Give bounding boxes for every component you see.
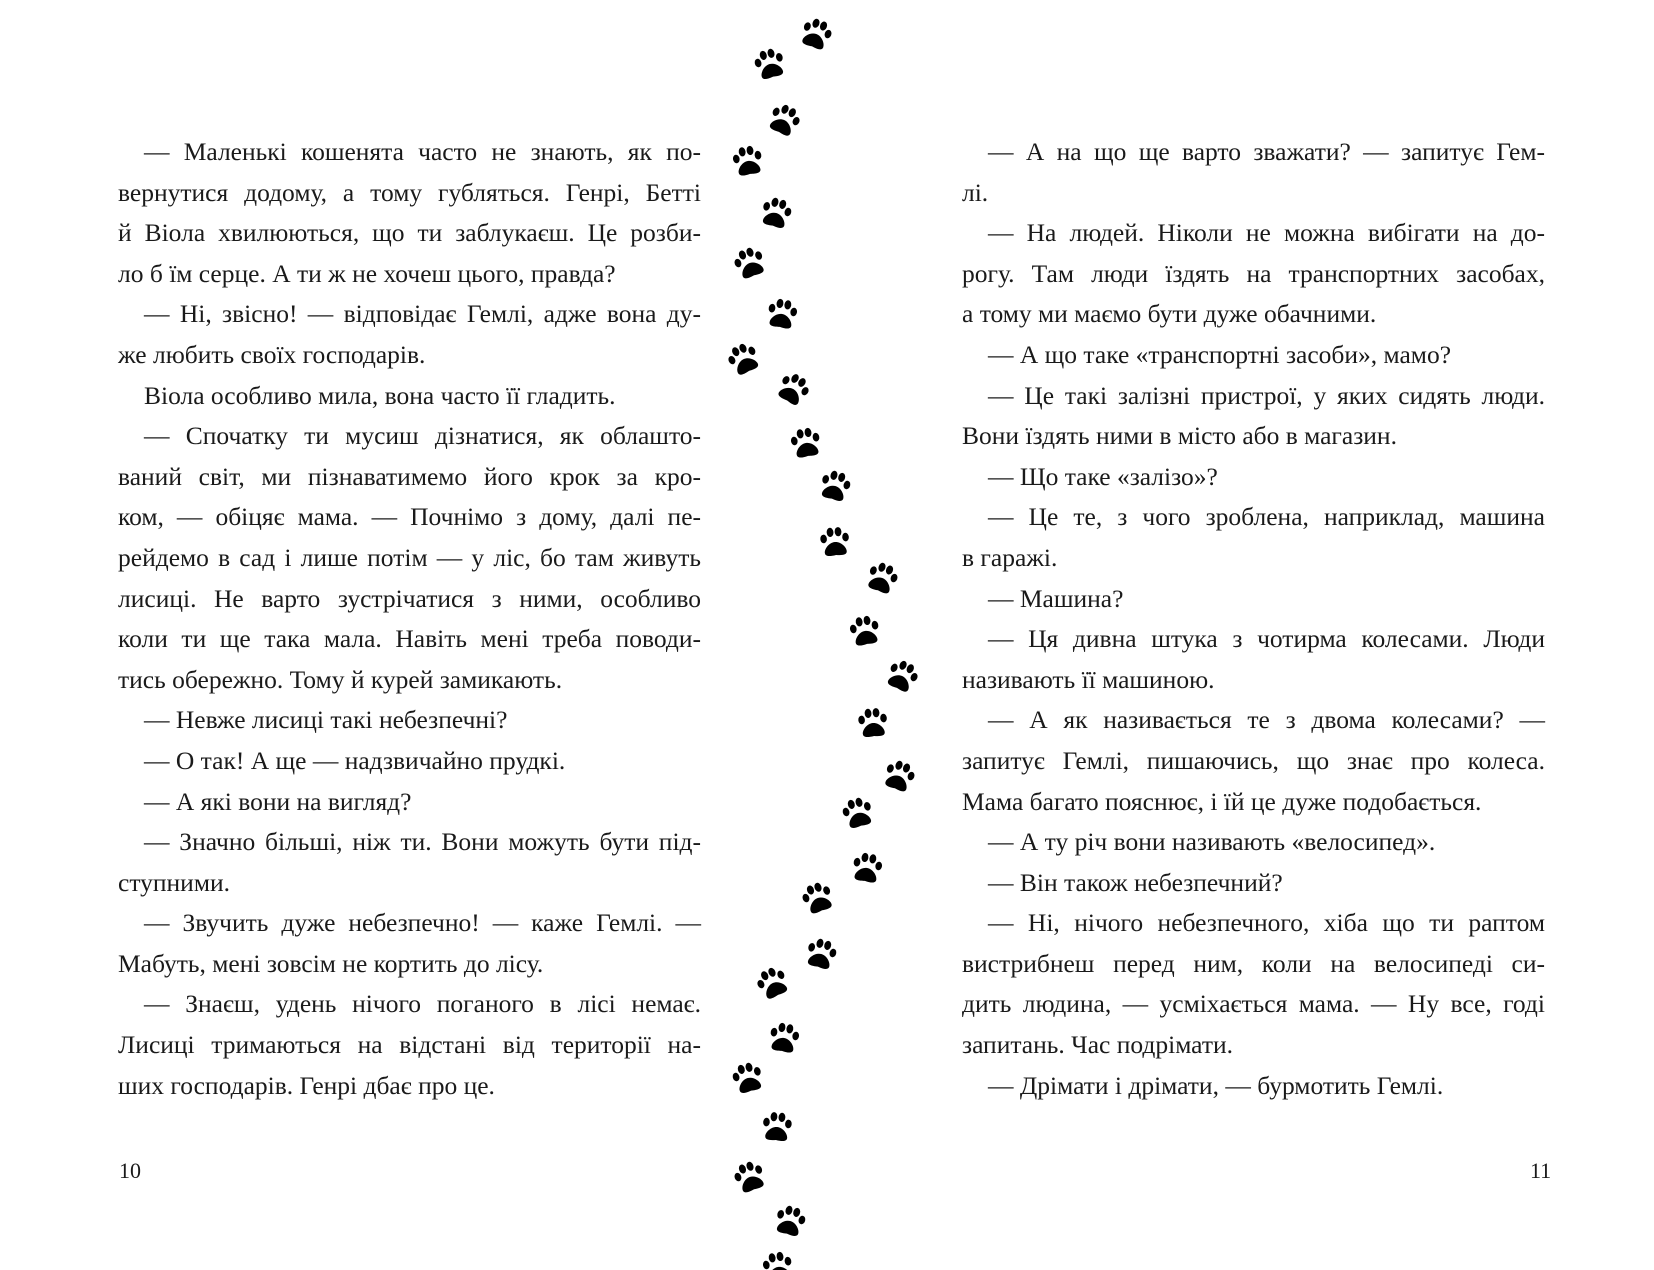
- text-line: ступними.: [118, 867, 230, 897]
- text-line: запитань. Час подрімати.: [962, 1030, 1233, 1060]
- paw-print-icon: [761, 1250, 794, 1270]
- paragraph: [118, 294, 701, 375]
- paw-print-icon: [789, 426, 822, 459]
- text-line: коли ти ще така мала. Навіть мені треба поводи-: [118, 624, 701, 654]
- paw-print-icon: [752, 46, 787, 81]
- paragraph: [962, 497, 1545, 578]
- text-line: — Машина?: [988, 583, 1124, 613]
- text-line: а тому ми маємо бути дуже обачними.: [962, 299, 1377, 329]
- text-line: дить людина, — усміхається мама. — Ну все, годі: [962, 989, 1545, 1019]
- paw-print-icon: [730, 1060, 765, 1095]
- page-number-right: 11: [1530, 1158, 1552, 1183]
- paw-print-icon: [851, 851, 884, 884]
- text-line: — На людей. Ніколи не можна вибігати на до-: [988, 218, 1545, 248]
- text-line: — Спочатку ти мусиш дізнатися, як облашто-: [144, 421, 701, 451]
- text-line: вернутися додому, а тому губляться. Генрі, Бетті: [118, 177, 701, 207]
- paragraph: [118, 822, 701, 903]
- paw-print-icon: [804, 936, 839, 971]
- paragraph: [962, 700, 1545, 822]
- text-line: й Віола хвилюються, що ти заблукаєш. Це розби-: [118, 218, 701, 248]
- text-line: тись обережно. Тому й курей замикають.: [118, 664, 563, 694]
- paragraph: [118, 376, 701, 417]
- text-line: — Знаєш, удень нічого поганого в лісі немає.: [144, 989, 701, 1019]
- text-line: — Це такі залізні пристрої, у яких сидять люди.: [988, 380, 1545, 410]
- paragraph: [962, 457, 1545, 498]
- text-line: запитує Гемлі, пишаючись, що знає про колеса.: [962, 745, 1545, 775]
- paragraph: [118, 903, 701, 984]
- paw-print-icon: [881, 757, 918, 793]
- text-line: — Маленькі кошенята часто не знають, як по-: [144, 137, 701, 166]
- text-line: Мабуть, мені зовсім не кортить до лісу.: [118, 948, 544, 978]
- text-line: — Дрімати і дрімати, — бурмотить Гемлі.: [988, 1070, 1444, 1100]
- paragraph: [962, 619, 1545, 700]
- text-line: рогу. Там люди їздять на транспортних засобах,: [962, 258, 1545, 288]
- paragraph: [118, 741, 701, 782]
- text-line: — А ту річ вони називають «велосипед».: [988, 827, 1436, 857]
- page-number-left: 10: [119, 1158, 141, 1183]
- paw-print-icon: [731, 1158, 768, 1194]
- paragraph: [962, 335, 1545, 376]
- left-page-text: [118, 132, 701, 1106]
- paw-print-icon: [840, 795, 875, 830]
- text-line: ло б їм серце. А ти ж не хочеш цього, правда?: [118, 258, 616, 288]
- text-line: — А на що ще варто зважати? — запитує Гем-: [988, 137, 1545, 166]
- paragraph: [118, 700, 701, 741]
- paragraph: [118, 416, 701, 700]
- right-page-text: [962, 132, 1545, 1106]
- paw-print-icon: [798, 15, 835, 51]
- paragraph: [118, 132, 701, 294]
- text-line: вистрибнеш перед ним, коли на велосипеді си-: [962, 948, 1545, 978]
- text-line: називають її машиною.: [962, 664, 1215, 694]
- paw-print-icon: [731, 244, 768, 280]
- text-line: — Ні, нічого небезпечного, хіба що ти раптом: [988, 908, 1545, 938]
- paw-print-icon: [864, 559, 901, 595]
- text-line: — А як називається те з двома колесами? —: [988, 705, 1545, 735]
- paw-print-icon: [857, 707, 888, 738]
- text-line: — Звучить дуже небезпечно! — каже Гемлі. —: [144, 908, 701, 938]
- text-line: — Він також небезпечний?: [988, 867, 1283, 897]
- paragraph: [962, 132, 1545, 213]
- text-line: Вони їздять ними в місто або в магазин.: [962, 421, 1397, 451]
- text-line: — Ні, звісно! — відповідає Гемлі, адже вона ду-: [144, 299, 701, 329]
- text-line: же любить своїх господарів.: [118, 339, 426, 369]
- text-line: рейдемо в сад і лише потім — у ліс, бо там живуть: [118, 542, 701, 572]
- paw-print-icon: [724, 340, 762, 378]
- paw-print-icon: [762, 1111, 793, 1142]
- text-line: — А які вони на вигляд?: [144, 786, 412, 816]
- paw-print-icon: [773, 1203, 808, 1238]
- text-line: — Ця дивна штука з чотирма колесами. Люди: [988, 624, 1545, 654]
- paw-print-icon: [766, 101, 804, 139]
- paw-print-icon: [884, 657, 922, 695]
- paw-print-icon: [753, 964, 791, 1002]
- text-line: лі.: [962, 177, 989, 207]
- paw-print-icon: [799, 879, 836, 915]
- paw-print-icon: [818, 468, 853, 503]
- paragraph: [118, 782, 701, 823]
- text-line: в гаражі.: [962, 542, 1058, 572]
- paragraph: [118, 984, 701, 1106]
- paw-print-icon: [848, 614, 881, 647]
- paragraph: [962, 822, 1545, 863]
- paw-print-icon: [768, 1021, 801, 1054]
- text-line: — Значно більші, ніж ти. Вони можуть бути під-: [144, 827, 701, 857]
- paragraph: [962, 903, 1545, 1065]
- text-line: Мама багато пояснює, і їй це дуже подобається.: [962, 786, 1482, 816]
- paragraph: [962, 1066, 1545, 1107]
- text-line: — Невже лисиці такі небезпечні?: [144, 705, 508, 735]
- text-line: ваний світ, ми пізнаватимемо його крок за кро-: [118, 461, 701, 491]
- paw-print-icon: [759, 195, 794, 230]
- paw-print-icon: [731, 144, 764, 177]
- paragraph: [962, 863, 1545, 904]
- text-line: лисиці. Не варто зустрічатися з ними, особливо: [118, 583, 701, 613]
- paragraph: [962, 376, 1545, 457]
- text-line: Віола особливо мила, вона часто її гладить.: [144, 380, 616, 410]
- paragraph: [962, 213, 1545, 335]
- text-line: ших господарів. Генрі дбає про це.: [118, 1070, 495, 1100]
- text-line: Лисиці тримаються на відстані від території на-: [118, 1030, 701, 1060]
- paragraph: [962, 579, 1545, 620]
- text-line: — Що таке «залізо»?: [988, 461, 1218, 491]
- paw-print-icon: [774, 369, 813, 408]
- paw-print-icon: [766, 297, 799, 330]
- paw-print-icon: [819, 526, 850, 557]
- text-line: — О так! А ще — надзвичайно прудкі.: [144, 745, 566, 775]
- text-line: — А що таке «транспортні засоби», мамо?: [988, 339, 1452, 369]
- text-line: ком, — обіцяє мама. — Почнімо з дому, далі пе-: [118, 502, 701, 532]
- text-line: — Це те, з чого зроблена, наприклад, машина: [988, 502, 1545, 532]
